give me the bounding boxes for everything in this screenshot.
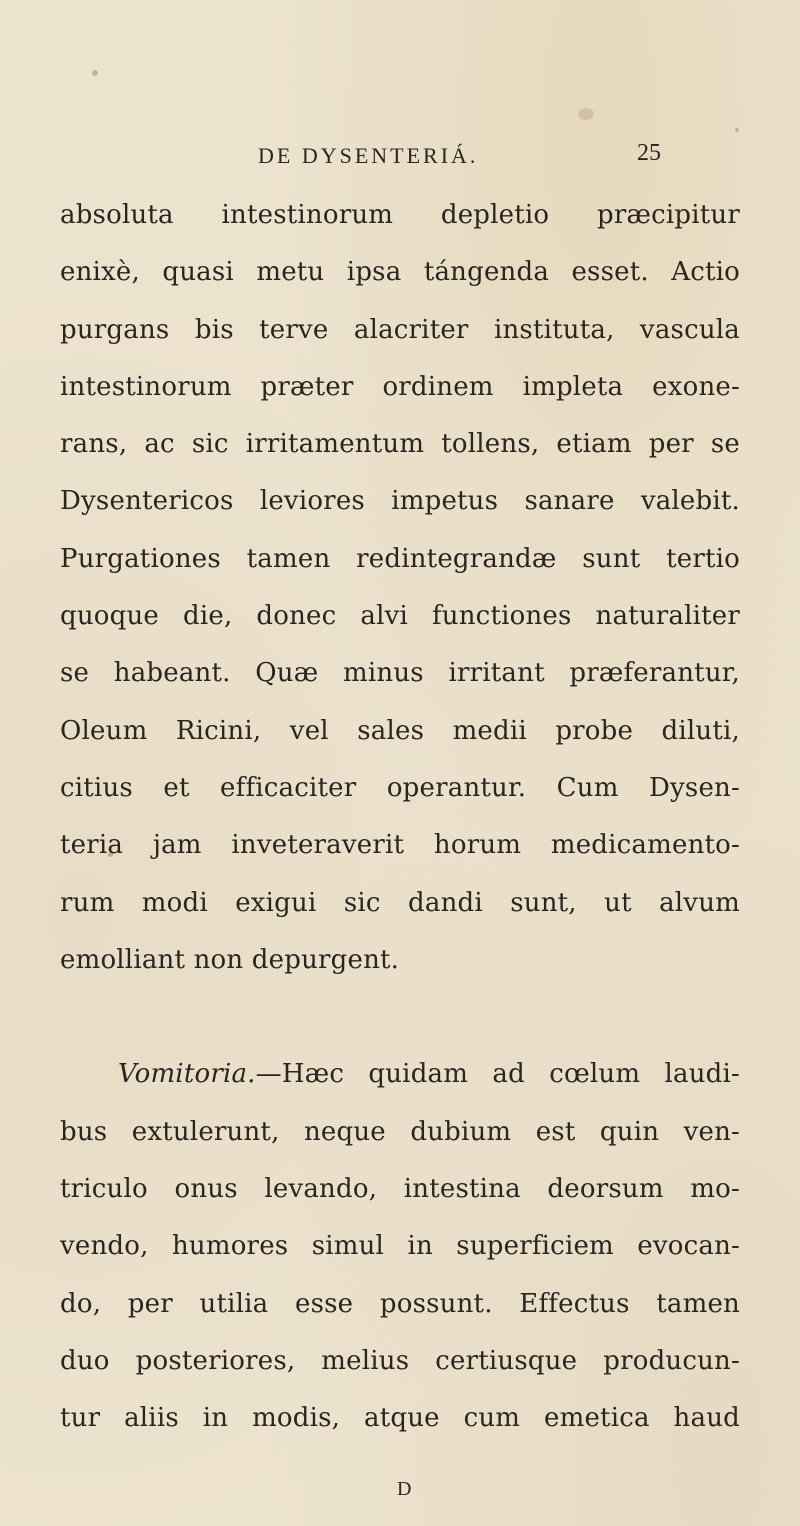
text-line: duo posteriores, melius certiusque producun-: [60, 1345, 740, 1376]
text-line: emolliant non depurgent.: [60, 944, 400, 975]
text-line: enixè, quasi metu ipsa tángenda esset. Actio: [60, 257, 740, 288]
text-line: [60, 1046, 740, 1103]
text-line: bus extulerunt, neque dubium est quin ven-: [60, 1116, 740, 1147]
paper-stain: [578, 108, 594, 120]
paper-stain: [92, 70, 98, 76]
text-line: teria jam inveteraverit horum medicamento-: [60, 830, 740, 861]
page-number: 25: [637, 140, 661, 166]
text-line: quoque die, donec alvi functiones naturaliter: [60, 601, 740, 632]
body-text: [60, 187, 740, 1448]
text-line: rans, ac sic irritamentum tollens, etiam per se: [60, 429, 740, 460]
text-line: intestinorum præter ordinem impleta exone-: [60, 371, 740, 402]
section-heading: Vomitoria.: [118, 1059, 256, 1090]
text-line: tur aliis in modis, atque cum emetica haud: [60, 1403, 740, 1434]
text-line: Dysentericos leviores impetus sanare valebit.: [60, 486, 740, 517]
text-line: triculo onus levando, intestina deorsum mo-: [60, 1174, 740, 1205]
text-line: Oleum Ricini, vel sales medii probe diluti,: [60, 715, 740, 746]
signature-mark: D: [397, 1478, 412, 1500]
paragraph-gap: [60, 989, 740, 1046]
text-line: rum modi exigui sic dandi sunt, ut alvum: [60, 887, 740, 918]
text-line: se habeant. Quæ minus irritant præferantur,: [60, 658, 740, 689]
text-line: absoluta intestinorum depletio præcipitur: [60, 200, 740, 230]
text-line: citius et efficaciter operantur. Cum Dysen-: [60, 772, 740, 803]
text-line: purgans bis terve alacriter instituta, vascula: [60, 314, 740, 345]
text-fragment: —Hæc quidam ad cœlum laudi-: [255, 1059, 740, 1090]
running-head: DE DYSENTERIÁ.: [258, 143, 479, 168]
text-line: Purgationes tamen redintegrandæ sunt tertio: [60, 543, 740, 574]
text-line: do, per utilia esse possunt. Effectus tamen: [60, 1288, 740, 1319]
paper-stain: [735, 128, 739, 132]
text-line: vendo, humores simul in superficiem evocan-: [60, 1231, 740, 1262]
